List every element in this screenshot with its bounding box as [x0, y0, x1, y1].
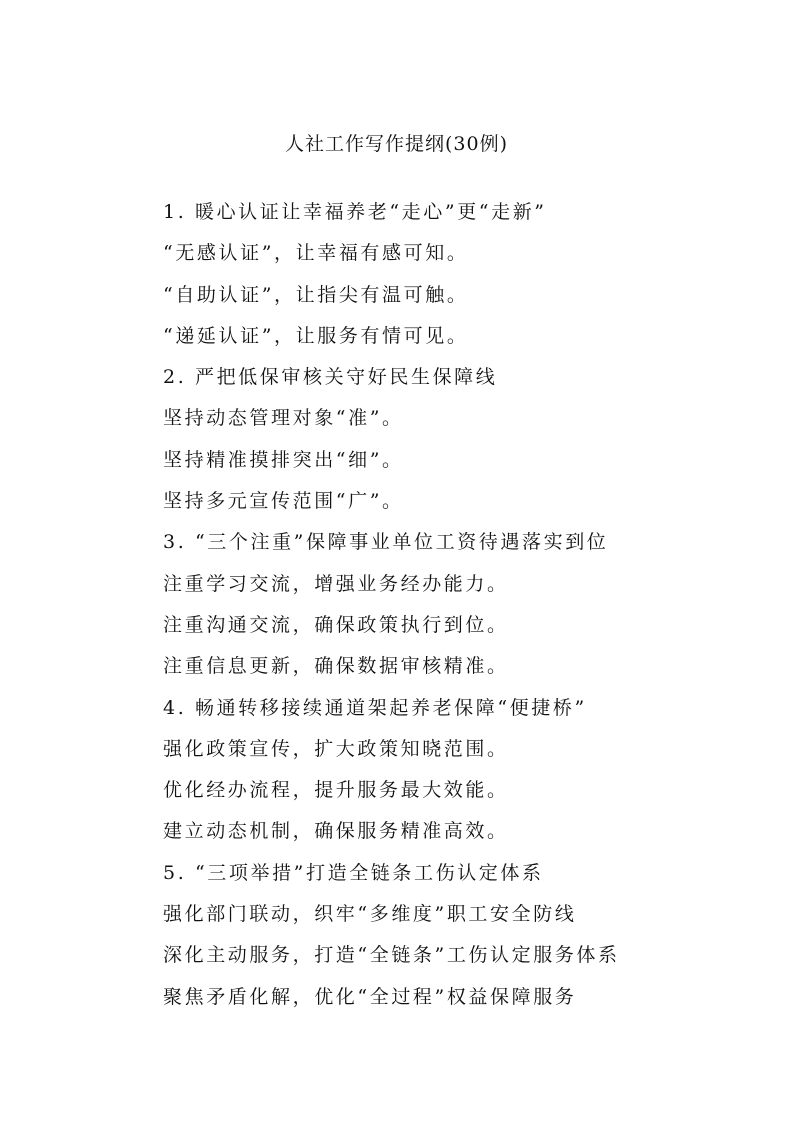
text-line: 注重信息更新，确保数据审核精准。	[163, 655, 509, 678]
heading-1: 1. 暖心认证让幸福养老“走心”更“走新”	[163, 201, 547, 223]
text-line: 强化政策宣传，扩大政策知晓范围。	[163, 737, 509, 760]
heading-3: 3. “三个注重”保障事业单位工资待遇落实到位	[163, 531, 609, 554]
text-line: 聚焦矛盾化解，优化“全过程”权益保障服务	[163, 985, 577, 1008]
text-line: “递延认证”，让服务有情可见。	[163, 324, 469, 347]
text-line: 坚持多元宣传范围“广”。	[163, 490, 404, 513]
text-line: 注重学习交流，增强业务经办能力。	[163, 572, 509, 595]
text-line: 优化经办流程，提升服务最大效能。	[163, 779, 509, 802]
document-body	[163, 196, 763, 1022]
document-title: 人社工作写作提纲(30例)	[284, 133, 508, 155]
text-line: 深化主动服务，打造“全链条”工伤认定服务体系	[163, 944, 620, 967]
heading-2: 2. 严把低保审核关守好民生保障线	[163, 366, 498, 389]
text-line: 建立动态机制，确保服务精准高效。	[163, 820, 509, 843]
text-line: 注重沟通交流，确保政策执行到位。	[163, 613, 509, 636]
heading-4: 4. 畅通转移接续通道架起养老保障“便捷桥”	[163, 696, 587, 719]
text-line: 坚持精准摸排突出“细”。	[163, 448, 404, 471]
text-line: “无感认证”，让幸福有感可知。	[163, 242, 469, 265]
heading-5: 5. “三项举措”打造全链条工伤认定体系	[163, 861, 544, 884]
text-line: 坚持动态管理对象“准”。	[163, 407, 404, 430]
text-line: 强化部门联动，织牢“多维度”职工安全防线	[163, 903, 577, 926]
text-line: “自助认证”，让指尖有温可触。	[163, 283, 469, 306]
